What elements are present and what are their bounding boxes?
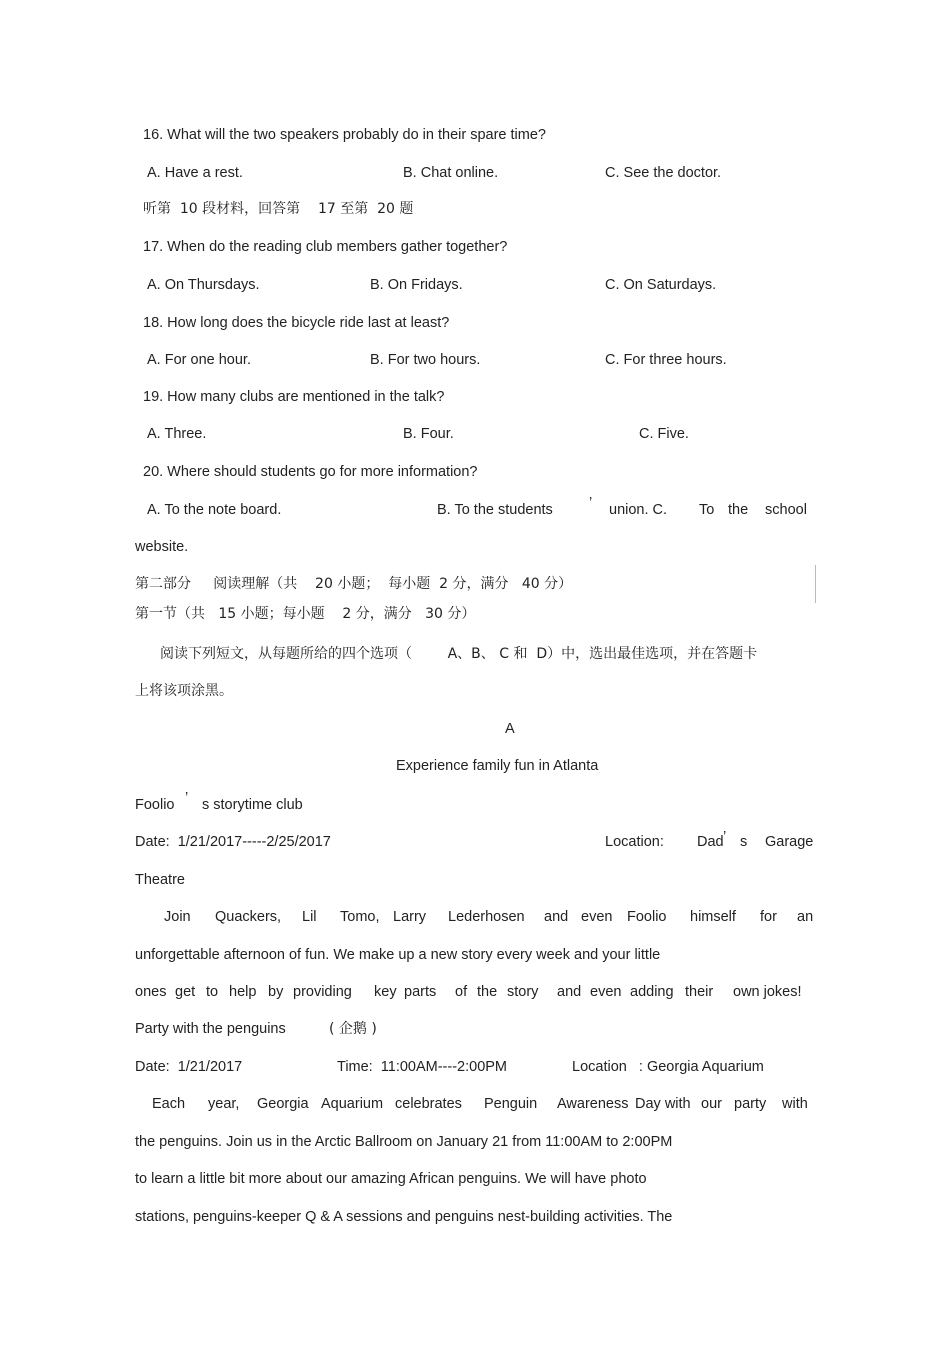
event-location-label: Location: bbox=[605, 834, 664, 850]
paragraph-word: help bbox=[229, 984, 257, 1000]
q19-option-c: C. Five. bbox=[639, 426, 689, 442]
paragraph-word: party bbox=[734, 1096, 767, 1112]
q17-option-a: A. On Thursdays. bbox=[147, 277, 260, 293]
q17-option-b: B. On Fridays. bbox=[370, 277, 463, 293]
instructions-line-1: 阅读下列短文，从每题所给的四个选项（ A、B、 C 和 D）中，选出最佳选项，并在答题卡 bbox=[160, 646, 758, 662]
paragraph-word: year, bbox=[208, 1096, 240, 1112]
q20-option-c-continued: website. bbox=[135, 539, 189, 555]
q16-stem: 16. What will the two speakers probably do in their spare time? bbox=[143, 127, 546, 143]
paragraph-word: and bbox=[557, 984, 582, 1000]
paragraph-word: ones bbox=[135, 984, 167, 1000]
paragraph-word: Quackers, bbox=[215, 909, 282, 925]
paragraph-word: for bbox=[760, 909, 777, 925]
paragraph-word: Aquarium bbox=[321, 1096, 384, 1112]
event-date: Date: 1/21/2017-----2/25/2017 bbox=[135, 834, 331, 850]
q20-option-c-word: To bbox=[699, 502, 715, 518]
paragraph-word: even bbox=[590, 984, 622, 1000]
q19-stem: 19. How many clubs are mentioned in the talk? bbox=[143, 389, 445, 405]
paragraph-word: Each bbox=[152, 1096, 186, 1112]
paragraph-word: get bbox=[175, 984, 196, 1000]
q20-option-c-word: the bbox=[728, 502, 749, 518]
passage-title: Experience family fun in Atlanta bbox=[396, 758, 599, 774]
paragraph-word: by bbox=[268, 984, 284, 1000]
event-name-gloss: ( 企鹅 ) bbox=[329, 1021, 377, 1037]
event-location: Garage bbox=[765, 834, 814, 850]
paragraph-word: story bbox=[507, 984, 539, 1000]
event-location: Location : Georgia Aquarium bbox=[572, 1059, 764, 1075]
event-location: Theatre bbox=[135, 872, 185, 888]
event-name: Party with the penguins bbox=[135, 1021, 286, 1037]
section-10-heading: 听第 10 段材料，回答第 17 至第 20 题 bbox=[143, 201, 414, 217]
paragraph-word: Day with bbox=[635, 1096, 691, 1112]
q20-apostrophe: ’ bbox=[589, 495, 593, 511]
paragraph-word: and bbox=[544, 909, 569, 925]
paragraph-word: to bbox=[206, 984, 219, 1000]
section1-heading: 第一节（共 15 小题；每小题 2 分，满分 30 分） bbox=[135, 606, 476, 622]
q16-option-b: B. Chat online. bbox=[403, 165, 499, 181]
paragraph-word: of bbox=[455, 984, 468, 1000]
q20-stem: 20. Where should students go for more information? bbox=[143, 464, 478, 480]
paragraph-word: Awareness bbox=[557, 1096, 629, 1112]
q18-option-c: C. For three hours. bbox=[605, 352, 727, 368]
paragraph-word: Join bbox=[164, 909, 191, 925]
paragraph-word: adding bbox=[630, 984, 674, 1000]
q20-option-b: B. To the students bbox=[437, 502, 553, 518]
paragraph-word: our bbox=[701, 1096, 722, 1112]
event-date: Date: 1/21/2017 bbox=[135, 1059, 243, 1075]
q16-option-a: A. Have a rest. bbox=[147, 165, 243, 181]
paragraph-word: himself bbox=[690, 909, 736, 925]
paragraph-word: an bbox=[797, 909, 814, 925]
event-name: s storytime club bbox=[202, 797, 303, 813]
q18-option-b: B. For two hours. bbox=[370, 352, 481, 368]
passage-letter: A bbox=[505, 721, 515, 737]
q17-stem: 17. When do the reading club members gather together? bbox=[143, 239, 508, 255]
paragraph-word: with bbox=[782, 1096, 808, 1112]
paragraph-word: own jokes! bbox=[733, 984, 802, 1000]
event-location-apostrophe: ’ bbox=[723, 829, 727, 845]
paragraph-word: their bbox=[685, 984, 714, 1000]
event-location: Dad bbox=[697, 834, 724, 850]
paragraph-word: key bbox=[374, 984, 397, 1000]
paragraph-word: Penguin bbox=[484, 1096, 538, 1112]
q18-stem: 18. How long does the bicycle ride last at least? bbox=[143, 315, 450, 331]
paragraph-word: parts bbox=[404, 984, 437, 1000]
paragraph-word: Georgia bbox=[257, 1096, 309, 1112]
paragraph-word: Lil bbox=[302, 909, 317, 925]
part2-title: 第二部分 阅读理解（共 20 小题； 每小题 2 分，满分 40 分） bbox=[135, 576, 573, 592]
event-name-apostrophe: ’ bbox=[185, 790, 189, 806]
instructions-line-2: 上将该项涂黑。 bbox=[135, 683, 233, 699]
event-location: s bbox=[740, 834, 748, 850]
paragraph-word: Foolio bbox=[627, 909, 667, 925]
paragraph-word: celebrates bbox=[395, 1096, 462, 1112]
paragraph-word: Larry bbox=[393, 909, 427, 925]
event-name: Foolio bbox=[135, 797, 175, 813]
margin-rule bbox=[815, 565, 816, 603]
paragraph-line: unforgettable afternoon of fun. We make up a new story every week and your little bbox=[135, 947, 661, 963]
paragraph-line: the penguins. Join us in the Arctic Ballroom on January 21 from 11:00AM to 2:00PM bbox=[135, 1134, 673, 1150]
q20-option-b-end: union. C. bbox=[609, 502, 668, 518]
q20-option-c-word: school bbox=[765, 502, 807, 518]
paragraph-line: stations, penguins-keeper Q & A sessions and penguins nest-building activities. The bbox=[135, 1209, 673, 1225]
q16-option-c: C. See the doctor. bbox=[605, 165, 722, 181]
q20-option-a: A. To the note board. bbox=[147, 502, 282, 518]
q19-option-a: A. Three. bbox=[147, 426, 207, 442]
q19-option-b: B. Four. bbox=[403, 426, 454, 442]
q17-option-c: C. On Saturdays. bbox=[605, 277, 717, 293]
paragraph-word: the bbox=[477, 984, 498, 1000]
event-time: Time: 11:00AM----2:00PM bbox=[337, 1059, 508, 1075]
paragraph-line: to learn a little bit more about our amazing African penguins. We will have photo bbox=[135, 1171, 647, 1187]
paragraph-word: even bbox=[581, 909, 613, 925]
paragraph-word: Lederhosen bbox=[448, 909, 525, 925]
q18-option-a: A. For one hour. bbox=[147, 352, 251, 368]
paragraph-word: Tomo, bbox=[340, 909, 380, 925]
paragraph-word: providing bbox=[293, 984, 352, 1000]
